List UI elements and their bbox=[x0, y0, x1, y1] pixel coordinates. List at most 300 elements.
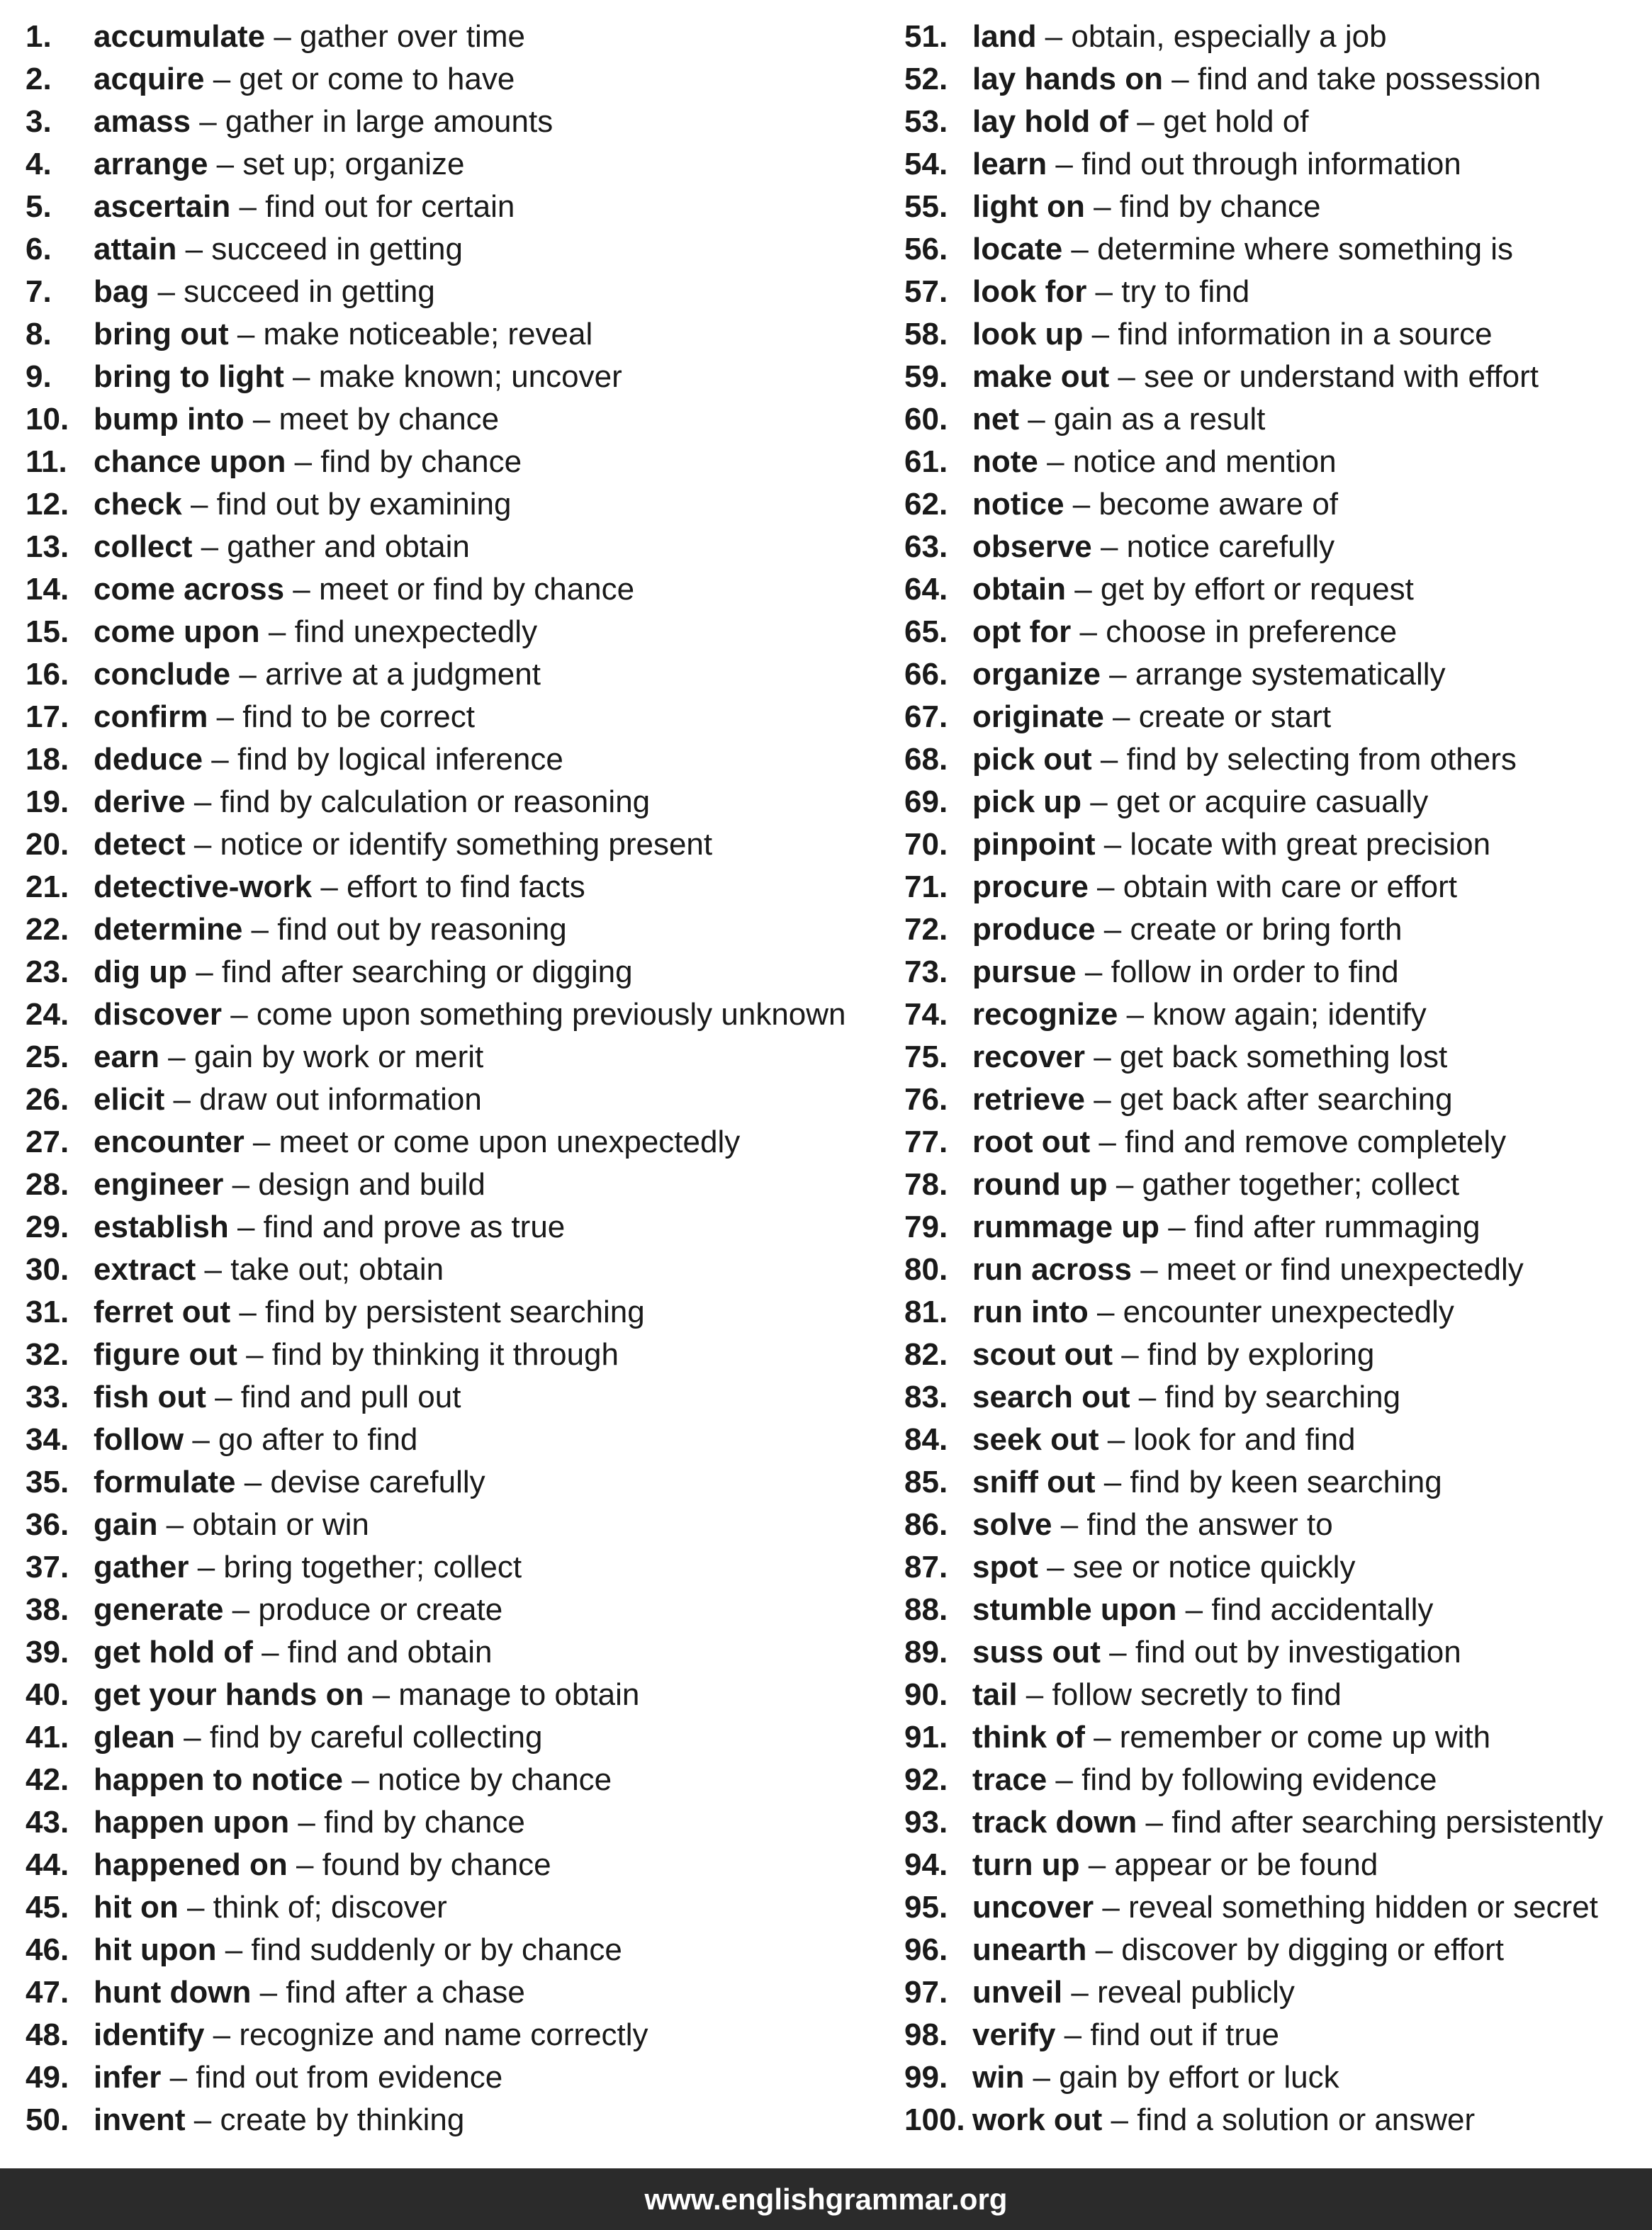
item-number: 34. bbox=[26, 1422, 69, 1457]
item-term: tail bbox=[972, 1677, 1018, 1712]
list-item bbox=[904, 1206, 1641, 1249]
footer-url[interactable]: www.englishgrammar.org bbox=[644, 2183, 1008, 2216]
item-definition: – find by keen searching bbox=[1095, 1465, 1442, 1499]
item-term: win bbox=[972, 2060, 1025, 2095]
item-term: happen to notice bbox=[94, 1762, 343, 1797]
list-item bbox=[26, 1164, 890, 1206]
item-term: identify bbox=[94, 2017, 205, 2052]
list-item bbox=[904, 1121, 1641, 1164]
word-list-column-left bbox=[26, 16, 890, 2141]
list-item bbox=[26, 58, 890, 101]
list-item bbox=[904, 1886, 1641, 1929]
item-number: 67. bbox=[904, 699, 948, 734]
list-item bbox=[904, 993, 1641, 1036]
item-term: light on bbox=[972, 189, 1085, 224]
item-number: 60. bbox=[904, 402, 948, 437]
list-item bbox=[26, 1376, 890, 1419]
item-term: happen upon bbox=[94, 1805, 290, 1840]
item-number: 57. bbox=[904, 274, 948, 309]
item-definition: – know again; identify bbox=[1118, 997, 1427, 1032]
item-definition: – go after to find bbox=[184, 1422, 418, 1457]
item-term: stumble upon bbox=[972, 1592, 1177, 1627]
item-number: 66. bbox=[904, 657, 948, 692]
item-term: run into bbox=[972, 1295, 1089, 1329]
item-term: derive bbox=[94, 784, 186, 819]
item-term: detective-work bbox=[94, 869, 313, 904]
item-definition: – find by chance bbox=[289, 1805, 525, 1840]
item-term: chance upon bbox=[94, 444, 286, 479]
item-definition: – get or come to have bbox=[204, 62, 515, 96]
item-definition: – succeed in getting bbox=[176, 232, 463, 266]
item-number: 46. bbox=[26, 1932, 69, 1967]
item-term: get hold of bbox=[94, 1635, 253, 1669]
item-number: 45. bbox=[26, 1890, 69, 1925]
list-item bbox=[904, 1716, 1641, 1759]
item-definition: – find out through information bbox=[1047, 147, 1461, 181]
item-number: 3. bbox=[26, 104, 52, 139]
list-item bbox=[904, 738, 1641, 781]
list-item bbox=[26, 1504, 890, 1546]
list-item bbox=[904, 951, 1641, 993]
item-definition: – found by chance bbox=[287, 1847, 551, 1882]
item-number: 39. bbox=[26, 1635, 69, 1669]
item-term: opt for bbox=[972, 614, 1072, 649]
item-definition: – find suddenly or by chance bbox=[216, 1932, 622, 1967]
item-term: suss out bbox=[972, 1635, 1101, 1669]
item-number: 77. bbox=[904, 1125, 948, 1159]
item-number: 93. bbox=[904, 1805, 948, 1840]
list-item bbox=[26, 1334, 890, 1376]
list-item bbox=[904, 908, 1641, 951]
item-definition: – find by logical inference bbox=[203, 742, 563, 777]
item-number: 31. bbox=[26, 1295, 69, 1329]
item-number: 51. bbox=[904, 19, 948, 54]
item-number: 87. bbox=[904, 1550, 948, 1584]
item-number: 26. bbox=[26, 1082, 69, 1117]
item-term: detect bbox=[94, 827, 186, 862]
list-item bbox=[904, 1929, 1641, 1971]
list-item bbox=[26, 356, 890, 398]
item-number: 55. bbox=[904, 189, 948, 224]
list-item bbox=[26, 866, 890, 908]
item-term: engineer bbox=[94, 1167, 224, 1202]
list-item bbox=[904, 16, 1641, 58]
item-term: happened on bbox=[94, 1847, 288, 1882]
item-term: work out bbox=[972, 2102, 1103, 2137]
item-term: dig up bbox=[94, 954, 187, 989]
item-definition: – follow secretly to find bbox=[1017, 1677, 1342, 1712]
item-definition: – find out by investigation bbox=[1100, 1635, 1461, 1669]
item-definition: – find by searching bbox=[1130, 1380, 1401, 1414]
item-definition: – get back something lost bbox=[1085, 1040, 1448, 1074]
item-term: bring out bbox=[94, 317, 229, 351]
item-number: 44. bbox=[26, 1847, 69, 1882]
item-definition: – choose in preference bbox=[1071, 614, 1398, 649]
item-definition: – gain by effort or luck bbox=[1024, 2060, 1339, 2095]
item-term: observe bbox=[972, 529, 1092, 564]
item-term: search out bbox=[972, 1380, 1130, 1414]
list-item bbox=[904, 1079, 1641, 1121]
item-definition: – reveal publicly bbox=[1062, 1975, 1295, 2010]
item-number: 22. bbox=[26, 912, 69, 947]
item-definition: – find by careful collecting bbox=[174, 1720, 543, 1755]
item-term: earn bbox=[94, 1040, 159, 1074]
list-item bbox=[26, 101, 890, 143]
item-number: 10. bbox=[26, 402, 69, 437]
list-item bbox=[904, 1334, 1641, 1376]
item-definition: – find by chance bbox=[1084, 189, 1321, 224]
item-term: ascertain bbox=[94, 189, 231, 224]
list-item bbox=[904, 653, 1641, 696]
list-item bbox=[904, 696, 1641, 738]
item-term: gather bbox=[94, 1550, 189, 1584]
list-item bbox=[904, 526, 1641, 568]
item-number: 27. bbox=[26, 1125, 69, 1159]
item-term: look for bbox=[972, 274, 1087, 309]
item-number: 23. bbox=[26, 954, 69, 989]
item-number: 95. bbox=[904, 1890, 948, 1925]
item-definition: – find after searching or digging bbox=[186, 954, 633, 989]
item-definition: – discover by digging or effort bbox=[1086, 1932, 1504, 1967]
list-item bbox=[26, 2014, 890, 2056]
item-term: produce bbox=[972, 912, 1096, 947]
item-term: infer bbox=[94, 2060, 162, 2095]
list-item bbox=[26, 2056, 890, 2099]
item-definition: – manage to obtain bbox=[364, 1677, 640, 1712]
item-number: 11. bbox=[26, 444, 67, 479]
item-term: think of bbox=[972, 1720, 1085, 1755]
item-number: 25. bbox=[26, 1040, 69, 1074]
list-item bbox=[904, 2099, 1641, 2141]
item-term: look up bbox=[972, 317, 1084, 351]
item-definition: – become aware of bbox=[1064, 487, 1339, 522]
item-term: originate bbox=[972, 699, 1104, 734]
item-definition: – find a solution or answer bbox=[1102, 2102, 1476, 2137]
item-number: 78. bbox=[904, 1167, 948, 1202]
item-term: recover bbox=[972, 1040, 1086, 1074]
item-number: 7. bbox=[26, 274, 52, 309]
item-number: 41. bbox=[26, 1720, 69, 1755]
list-item bbox=[904, 1461, 1641, 1504]
item-number: 42. bbox=[26, 1762, 69, 1797]
item-number: 16. bbox=[26, 657, 69, 692]
item-term: round up bbox=[972, 1167, 1108, 1202]
list-item bbox=[904, 1419, 1641, 1461]
item-definition: – remember or come up with bbox=[1084, 1720, 1491, 1755]
item-number: 17. bbox=[26, 699, 69, 734]
item-definition: – find unexpectedly bbox=[259, 614, 538, 649]
item-term: make out bbox=[972, 359, 1110, 394]
list-item bbox=[26, 1759, 890, 1801]
item-number: 89. bbox=[904, 1635, 948, 1669]
item-term: pinpoint bbox=[972, 827, 1096, 862]
item-number: 82. bbox=[904, 1337, 948, 1372]
item-term: discover bbox=[94, 997, 222, 1032]
item-definition: – meet or find by chance bbox=[284, 572, 635, 607]
item-definition: – find by selecting from others bbox=[1091, 742, 1517, 777]
item-number: 50. bbox=[26, 2102, 69, 2137]
list-item bbox=[904, 483, 1641, 526]
item-definition: – notice by chance bbox=[343, 1762, 612, 1797]
item-term: unearth bbox=[972, 1932, 1087, 1967]
item-term: bump into bbox=[94, 402, 245, 437]
item-term: locate bbox=[972, 232, 1063, 266]
list-item bbox=[904, 1589, 1641, 1631]
item-term: procure bbox=[972, 869, 1089, 904]
item-term: lay hands on bbox=[972, 62, 1163, 96]
list-item bbox=[26, 1121, 890, 1164]
item-term: net bbox=[972, 402, 1019, 437]
item-definition: – find and remove completely bbox=[1090, 1125, 1507, 1159]
item-number: 94. bbox=[904, 1847, 948, 1882]
item-definition: – encounter unexpectedly bbox=[1088, 1295, 1454, 1329]
item-number: 65. bbox=[904, 614, 948, 649]
item-definition: – find out for certain bbox=[230, 189, 515, 224]
item-term: encounter bbox=[94, 1125, 245, 1159]
list-item bbox=[26, 526, 890, 568]
item-term: trace bbox=[972, 1762, 1047, 1797]
item-definition: – draw out information bbox=[164, 1082, 482, 1117]
item-definition: – get or acquire casually bbox=[1081, 784, 1429, 819]
item-number: 75. bbox=[904, 1040, 948, 1074]
item-definition: – find after rummaging bbox=[1159, 1210, 1480, 1244]
item-number: 81. bbox=[904, 1295, 948, 1329]
item-definition: – get hold of bbox=[1128, 104, 1309, 139]
item-term: figure out bbox=[94, 1337, 237, 1372]
item-number: 76. bbox=[904, 1082, 948, 1117]
item-term: bring to light bbox=[94, 359, 284, 394]
item-definition: – find out from evidence bbox=[161, 2060, 503, 2095]
item-term: run across bbox=[972, 1252, 1132, 1287]
item-number: 8. bbox=[26, 317, 52, 351]
item-number: 72. bbox=[904, 912, 948, 947]
item-term: determine bbox=[94, 912, 243, 947]
item-number: 14. bbox=[26, 572, 69, 607]
item-definition: – think of; discover bbox=[178, 1890, 447, 1925]
item-number: 64. bbox=[904, 572, 948, 607]
item-number: 62. bbox=[904, 487, 948, 522]
list-item bbox=[26, 1886, 890, 1929]
item-definition: – notice carefully bbox=[1091, 529, 1335, 564]
item-term: solve bbox=[972, 1507, 1052, 1542]
list-item bbox=[904, 1971, 1641, 2014]
item-term: hit upon bbox=[94, 1932, 217, 1967]
item-term: lay hold of bbox=[972, 104, 1128, 139]
list-item bbox=[26, 2099, 890, 2141]
item-definition: – find to be correct bbox=[208, 699, 476, 734]
list-item bbox=[904, 2056, 1641, 2099]
item-term: get your hands on bbox=[94, 1677, 364, 1712]
item-number: 21. bbox=[26, 869, 69, 904]
item-number: 20. bbox=[26, 827, 69, 862]
item-term: scout out bbox=[972, 1337, 1113, 1372]
item-number: 19. bbox=[26, 784, 69, 819]
item-number: 32. bbox=[26, 1337, 69, 1372]
item-term: organize bbox=[972, 657, 1101, 692]
item-term: acquire bbox=[94, 62, 205, 96]
item-term: pursue bbox=[972, 954, 1077, 989]
list-item bbox=[26, 1716, 890, 1759]
list-item bbox=[26, 441, 890, 483]
item-definition: – bring together; collect bbox=[189, 1550, 522, 1584]
list-item bbox=[904, 2014, 1641, 2056]
list-item bbox=[26, 1419, 890, 1461]
item-term: accumulate bbox=[94, 19, 266, 54]
item-term: bag bbox=[94, 274, 150, 309]
item-term: notice bbox=[972, 487, 1064, 522]
item-term: attain bbox=[94, 232, 177, 266]
item-term: generate bbox=[94, 1592, 224, 1627]
item-number: 53. bbox=[904, 104, 948, 139]
list-item bbox=[904, 1674, 1641, 1716]
item-term: confirm bbox=[94, 699, 208, 734]
list-item bbox=[904, 313, 1641, 356]
list-item bbox=[904, 1036, 1641, 1079]
item-definition: – gather in large amounts bbox=[191, 104, 554, 139]
list-item bbox=[26, 143, 890, 186]
item-term: rummage up bbox=[972, 1210, 1160, 1244]
item-definition: – recognize and name correctly bbox=[204, 2017, 648, 2052]
item-number: 92. bbox=[904, 1762, 948, 1797]
item-definition: – find by thinking it through bbox=[237, 1337, 619, 1372]
list-item bbox=[26, 16, 890, 58]
item-term: uncover bbox=[972, 1890, 1094, 1925]
item-term: collect bbox=[94, 529, 193, 564]
item-definition: – notice or identify something present bbox=[185, 827, 713, 862]
item-number: 68. bbox=[904, 742, 948, 777]
list-item bbox=[904, 568, 1641, 611]
item-term: recognize bbox=[972, 997, 1118, 1032]
list-item bbox=[904, 866, 1641, 908]
list-item bbox=[904, 1249, 1641, 1291]
item-definition: – find and pull out bbox=[206, 1380, 461, 1414]
item-number: 96. bbox=[904, 1932, 948, 1967]
item-number: 5. bbox=[26, 189, 52, 224]
item-number: 2. bbox=[26, 62, 52, 96]
item-definition: – devise carefully bbox=[235, 1465, 485, 1499]
item-definition: – find after searching persistently bbox=[1137, 1805, 1604, 1840]
item-definition: – find information in a source bbox=[1083, 317, 1493, 351]
item-term: seek out bbox=[972, 1422, 1099, 1457]
list-item bbox=[26, 1206, 890, 1249]
list-item bbox=[26, 993, 890, 1036]
list-item bbox=[26, 1801, 890, 1844]
list-item bbox=[904, 781, 1641, 823]
item-number: 99. bbox=[904, 2060, 948, 2095]
list-item bbox=[904, 101, 1641, 143]
item-definition: – find by chance bbox=[286, 444, 522, 479]
item-number: 56. bbox=[904, 232, 948, 266]
list-item bbox=[26, 611, 890, 653]
item-term: hit on bbox=[94, 1890, 179, 1925]
item-number: 69. bbox=[904, 784, 948, 819]
item-definition: – come upon something previously unknown bbox=[221, 997, 846, 1032]
list-item bbox=[26, 951, 890, 993]
item-definition: – find the answer to bbox=[1052, 1507, 1333, 1542]
list-item bbox=[26, 696, 890, 738]
item-definition: – arrange systematically bbox=[1100, 657, 1446, 692]
item-number: 36. bbox=[26, 1507, 69, 1542]
list-item bbox=[904, 186, 1641, 228]
list-item bbox=[26, 483, 890, 526]
item-number: 63. bbox=[904, 529, 948, 564]
item-definition: – find by exploring bbox=[1112, 1337, 1375, 1372]
item-term: hunt down bbox=[94, 1975, 252, 2010]
item-number: 1. bbox=[26, 19, 52, 54]
item-definition: – get back after searching bbox=[1085, 1082, 1453, 1117]
list-item bbox=[904, 611, 1641, 653]
item-definition: – make known; uncover bbox=[283, 359, 622, 394]
list-item bbox=[904, 1844, 1641, 1886]
item-number: 38. bbox=[26, 1592, 69, 1627]
item-number: 30. bbox=[26, 1252, 69, 1287]
list-item bbox=[904, 1759, 1641, 1801]
list-item bbox=[904, 58, 1641, 101]
item-term: elicit bbox=[94, 1082, 165, 1117]
item-term: turn up bbox=[972, 1847, 1080, 1882]
item-number: 100. bbox=[904, 2102, 965, 2137]
item-number: 54. bbox=[904, 147, 948, 181]
item-definition: – find and take possession bbox=[1162, 62, 1541, 96]
list-item bbox=[904, 441, 1641, 483]
item-term: unveil bbox=[972, 1975, 1063, 2010]
item-term: pick out bbox=[972, 742, 1092, 777]
list-item bbox=[904, 356, 1641, 398]
item-number: 70. bbox=[904, 827, 948, 862]
item-number: 74. bbox=[904, 997, 948, 1032]
item-definition: – try to find bbox=[1086, 274, 1250, 309]
list-item bbox=[904, 143, 1641, 186]
list-item bbox=[904, 1801, 1641, 1844]
item-term: verify bbox=[972, 2017, 1056, 2052]
list-item bbox=[904, 1164, 1641, 1206]
item-number: 98. bbox=[904, 2017, 948, 2052]
item-definition: – succeed in getting bbox=[149, 274, 435, 309]
item-number: 73. bbox=[904, 954, 948, 989]
list-item bbox=[26, 823, 890, 866]
word-list-column-right bbox=[904, 16, 1641, 2141]
item-definition: – design and build bbox=[223, 1167, 485, 1202]
item-number: 29. bbox=[26, 1210, 69, 1244]
list-item bbox=[26, 908, 890, 951]
item-definition: – find by calculation or reasoning bbox=[185, 784, 651, 819]
item-definition: – gain as a result bbox=[1019, 402, 1266, 437]
list-item bbox=[26, 1079, 890, 1121]
item-number: 79. bbox=[904, 1210, 948, 1244]
item-number: 97. bbox=[904, 1975, 948, 2010]
item-number: 4. bbox=[26, 147, 52, 181]
item-definition: – meet or find unexpectedly bbox=[1131, 1252, 1524, 1287]
item-number: 90. bbox=[904, 1677, 948, 1712]
item-definition: – find accidentally bbox=[1176, 1592, 1434, 1627]
list-item bbox=[904, 1504, 1641, 1546]
item-term: track down bbox=[972, 1805, 1137, 1840]
item-definition: – create or start bbox=[1103, 699, 1332, 734]
list-item bbox=[26, 398, 890, 441]
item-definition: – find by following evidence bbox=[1047, 1762, 1437, 1797]
item-number: 35. bbox=[26, 1465, 69, 1499]
item-term: glean bbox=[94, 1720, 175, 1755]
item-number: 28. bbox=[26, 1167, 69, 1202]
item-term: land bbox=[972, 19, 1037, 54]
list-item bbox=[26, 1546, 890, 1589]
item-definition: – create by thinking bbox=[185, 2102, 465, 2137]
item-term: come across bbox=[94, 572, 285, 607]
list-item bbox=[26, 1461, 890, 1504]
item-number: 33. bbox=[26, 1380, 69, 1414]
item-definition: – set up; organize bbox=[208, 147, 465, 181]
item-definition: – make noticeable; reveal bbox=[228, 317, 593, 351]
